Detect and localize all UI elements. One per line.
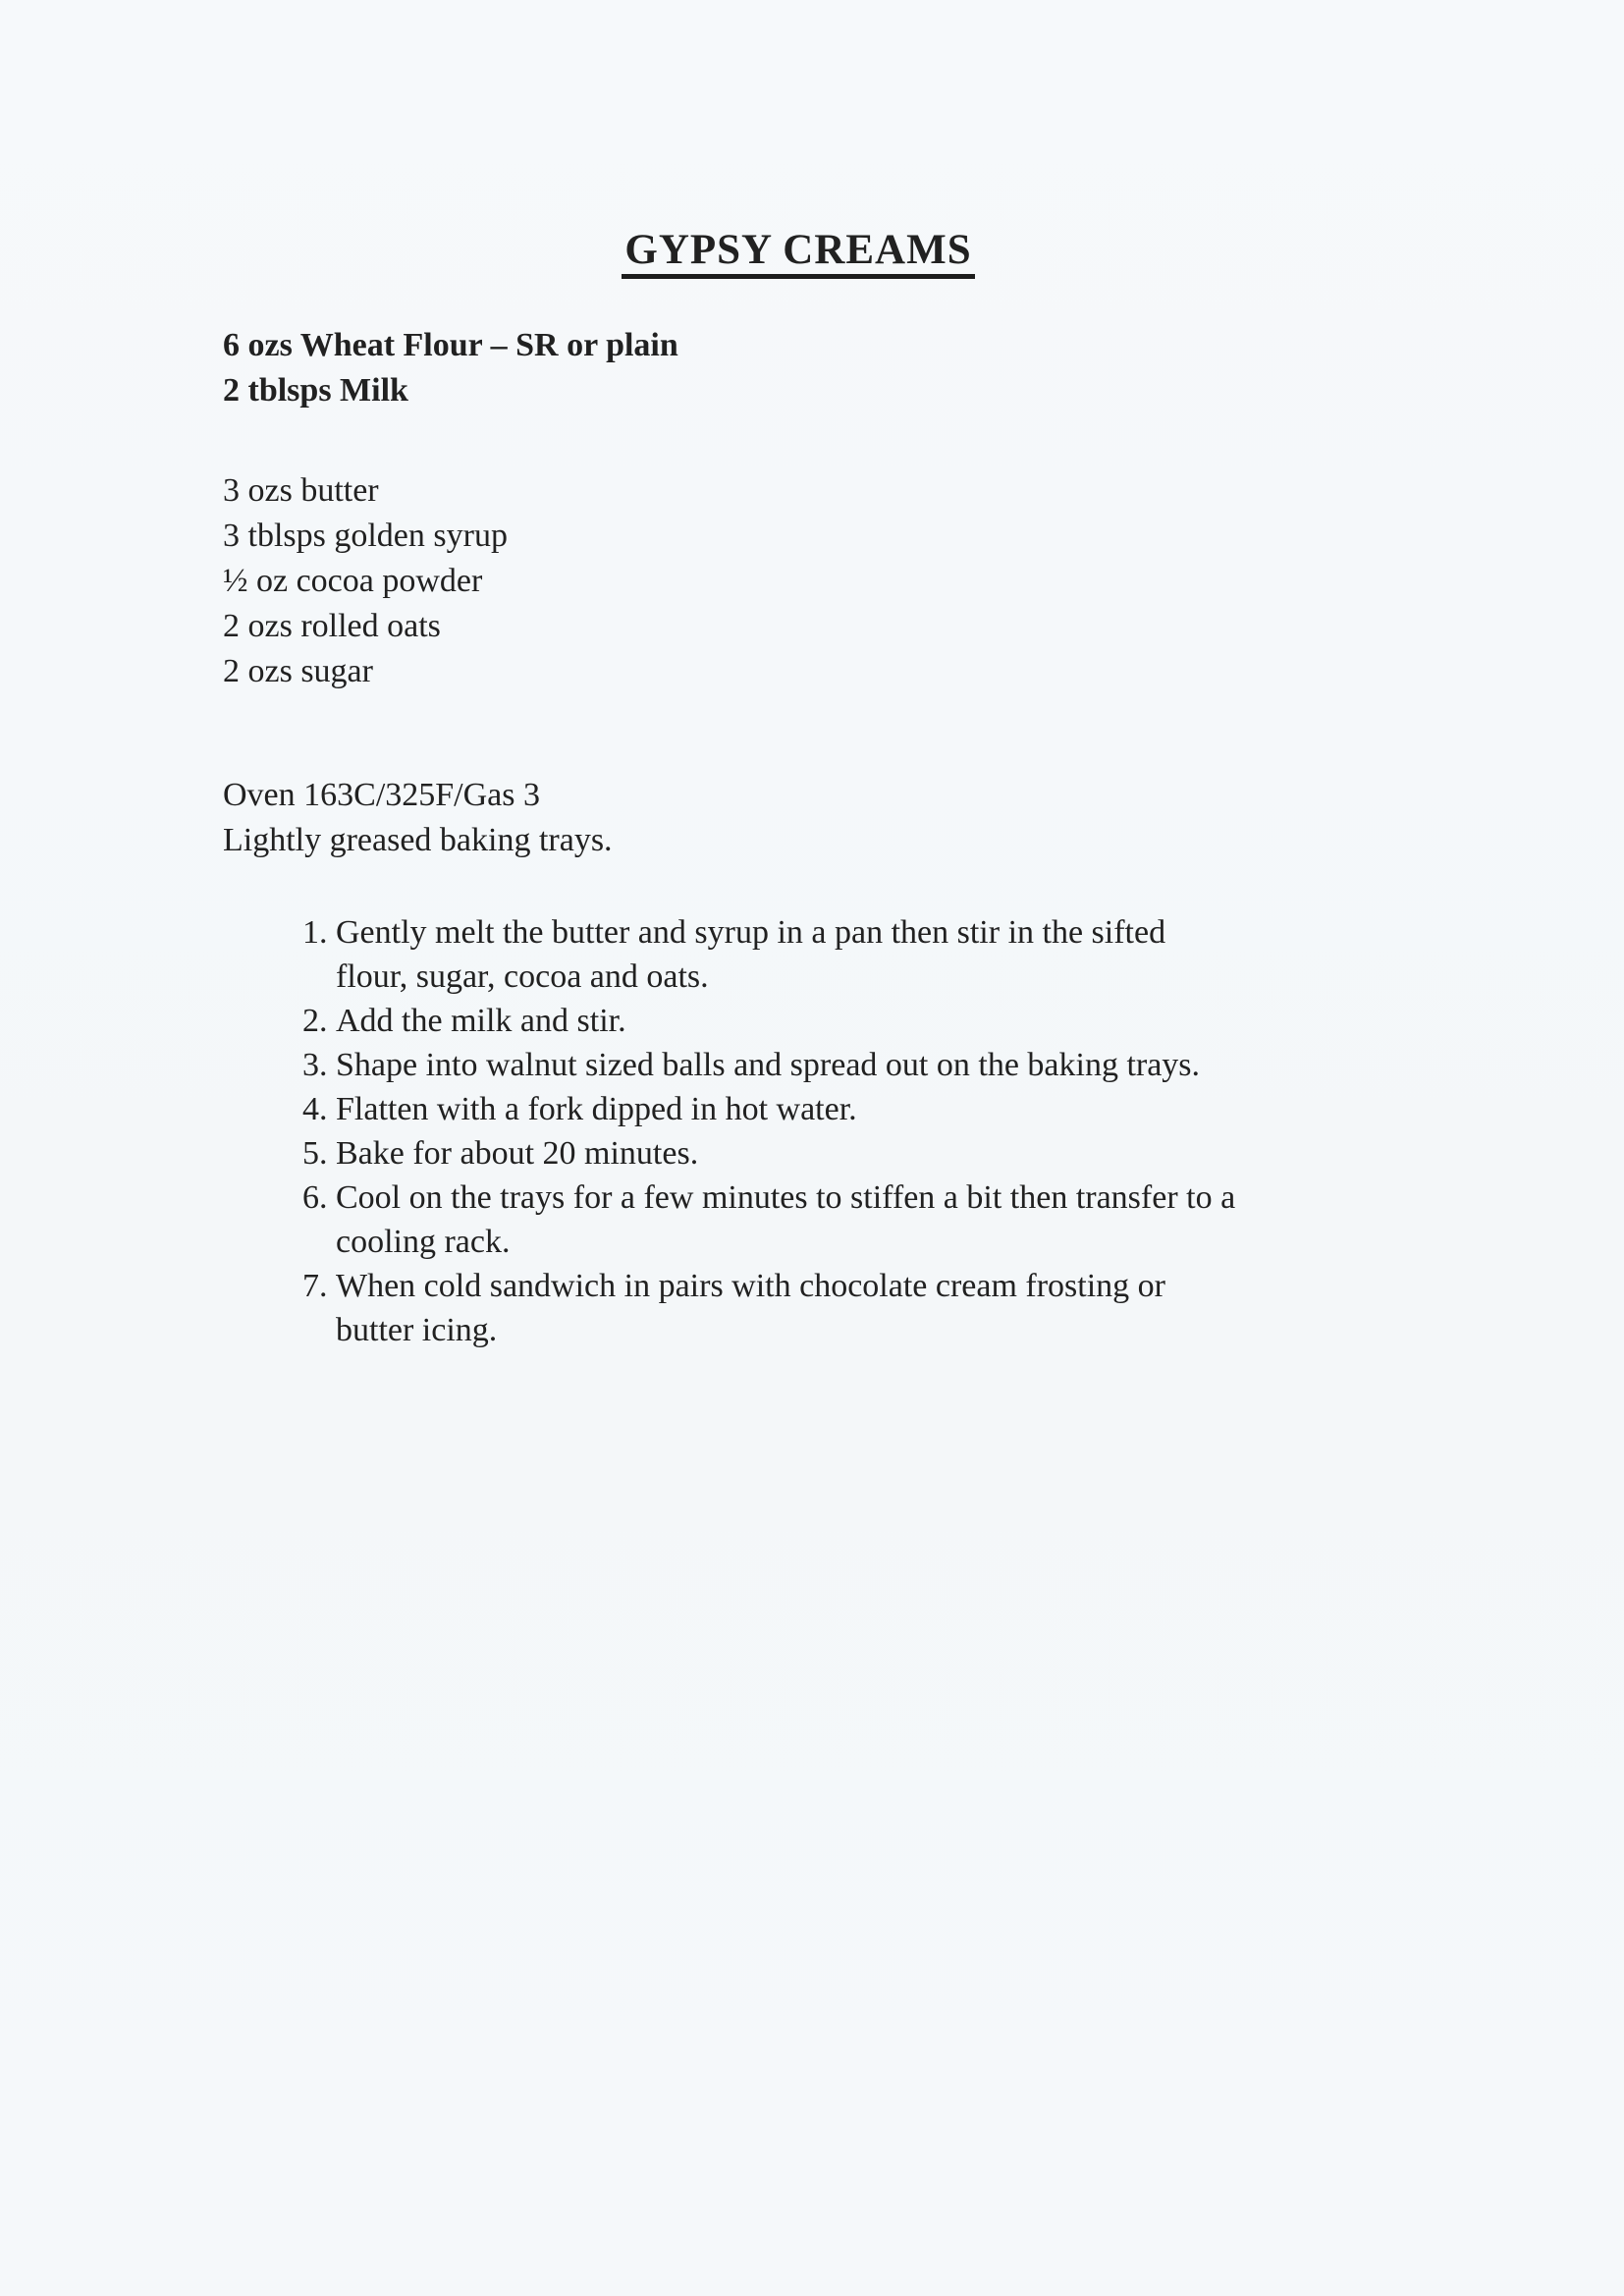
step-number: 2.: [302, 1003, 328, 1039]
step-text-line: cooling rack.: [336, 1224, 511, 1260]
step-text-line: When cold sandwich in pairs with chocolate cream frosting or: [336, 1268, 1166, 1304]
prep-block: [223, 773, 613, 863]
ingredients-block: [223, 468, 508, 694]
step-text-line: Flatten with a fork dipped in hot water.: [336, 1091, 857, 1127]
ingredient-line: 3 tblsps golden syrup: [223, 518, 508, 554]
method-steps-list: [302, 910, 1235, 1352]
primary-ingredients-block: [223, 323, 678, 413]
step-item: [302, 910, 1235, 999]
step-text: [328, 1264, 1165, 1352]
step-number: 3.: [302, 1047, 328, 1083]
ingredient-line: 2 ozs rolled oats: [223, 608, 441, 644]
primary-ingredient-line: 6 ozs Wheat Flour – SR or plain: [223, 327, 678, 363]
step-text: [328, 999, 626, 1043]
step-text: [328, 1131, 698, 1175]
step-text-line: flour, sugar, cocoa and oats.: [336, 958, 709, 995]
trays-line: Lightly greased baking trays.: [223, 822, 613, 858]
step-text: [328, 1043, 1200, 1087]
step-text-line: Add the milk and stir.: [336, 1003, 626, 1039]
step-text-line: Gently melt the butter and syrup in a pan then stir in the sifted: [336, 914, 1166, 951]
step-item: [302, 1264, 1235, 1352]
ingredient-line: ½ oz cocoa powder: [223, 563, 483, 599]
oven-line: Oven 163C/325F/Gas 3: [223, 777, 540, 813]
step-item: [302, 999, 1235, 1043]
step-number: 7.: [302, 1268, 328, 1304]
step-text: [328, 1087, 857, 1131]
step-item: [302, 1175, 1235, 1264]
step-text-line: Shape into walnut sized balls and spread out on the baking trays.: [336, 1047, 1201, 1083]
step-item: [302, 1043, 1235, 1087]
ingredient-line: 2 ozs sugar: [223, 653, 373, 689]
step-text: [328, 910, 1165, 999]
step-text: [328, 1175, 1235, 1264]
step-item: [302, 1131, 1235, 1175]
page-title-wrap: [0, 227, 1610, 279]
page-title: GYPSY CREAMS: [622, 227, 974, 279]
step-text-line: Bake for about 20 minutes.: [336, 1135, 699, 1172]
step-number: 4.: [302, 1091, 328, 1127]
step-number: 1.: [302, 914, 328, 951]
step-text-line: Cool on the trays for a few minutes to stiffen a bit then transfer to a: [336, 1179, 1236, 1216]
ingredient-line: 3 ozs butter: [223, 472, 379, 509]
step-number: 6.: [302, 1179, 328, 1216]
step-text-line: butter icing.: [336, 1312, 498, 1348]
step-number: 5.: [302, 1135, 328, 1172]
step-item: [302, 1087, 1235, 1131]
primary-ingredient-line: 2 tblsps Milk: [223, 372, 408, 409]
